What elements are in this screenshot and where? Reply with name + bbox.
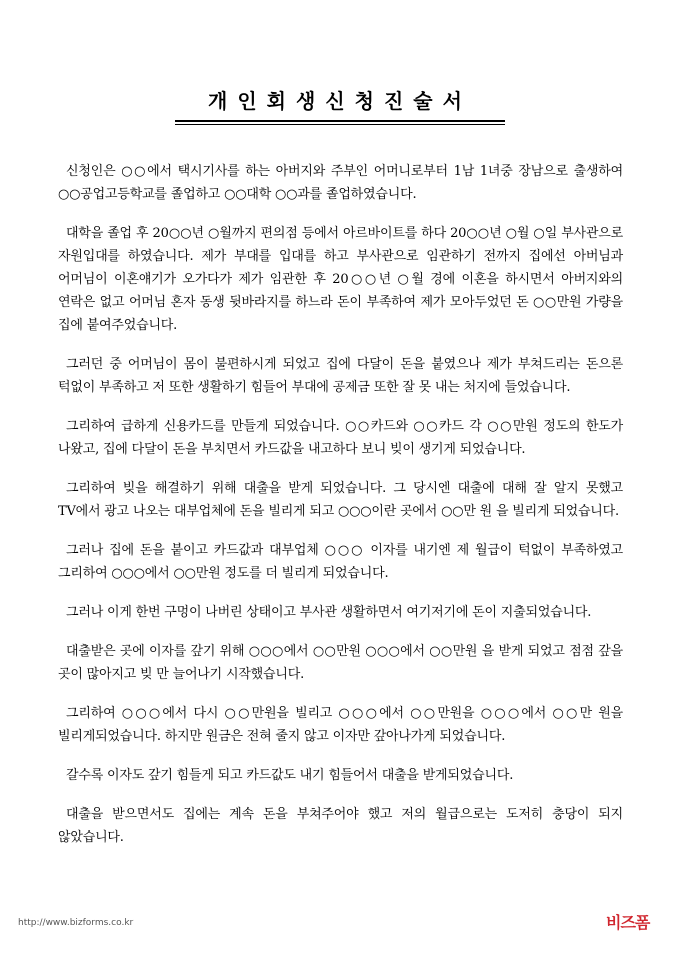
paragraph: 대출을 받으면서도 집에는 계속 돈을 부쳐주어야 했고 저의 월급으로는 도저히 충당이 되지 않았습니다. <box>58 807 623 845</box>
paragraph: 그러던 중 어머님이 몸이 불편하시게 되었고 집에 다달이 돈을 붙였으나 제가 부쳐드리는 돈으론 턱없이 부족하고 저 또한 생활하기 힘들어 부대에 공제금 또한 잘 못 내는 처지에 들었습니다. <box>58 357 623 395</box>
document-title: 개인회생신청진술서 <box>208 89 472 113</box>
paragraph: 그리하여 빚을 해결하기 위해 대출을 받게 되었습니다. 그 당시엔 대출에 대해 잘 알지 못했고 TV에서 광고 나오는 대부업체에 돈을 빌리게 되고 ○○○이란 곳에서 ○○만 원 을 빌리게 되었습니다. <box>58 481 623 519</box>
paragraph: 신청인은 ○○에서 택시기사를 하는 아버지와 주부인 어머니로부터 1남 1녀중 장남으로 출생하여 ○○공업고등학교를 졸업하고 ○○대학 ○○과를 졸업하였습니다. <box>58 164 623 202</box>
document-title-block <box>175 86 505 125</box>
footer-url[interactable]: http://www.bizforms.co.kr <box>18 918 134 928</box>
paragraph: 그리하여 급하게 신용카드를 만들게 되었습니다. ○○카드와 ○○카드 각 ○○만원 정도의 한도가 나왔고, 집에 다달이 돈을 부치면서 카드값을 내고하다 보니 빚이 생기게 되었습니다. <box>58 419 623 457</box>
title-underline <box>175 120 505 125</box>
paragraph: 그러나 이게 한번 구멍이 나버린 상태이고 부사관 생활하면서 여기저기에 돈이 지출되었습니다. <box>66 605 592 620</box>
bizforms-logo: 비즈폼 <box>606 913 650 932</box>
paragraph: 그러나 집에 돈을 붙이고 카드값과 대부업체 ○○○ 이자를 내기엔 제 월급이 턱없이 부족하였고 그리하여 ○○○에서 ○○만원 정도를 더 빌리게 되었습니다. <box>58 543 623 581</box>
paragraph: 대학을 졸업 후 20○○년 ○월까지 편의점 등에서 아르바이트를 하다 20○○년 ○월 ○일 부사관으로 자원입대를 하였습니다. 제가 부대를 입대를 하고 부사관으로 임관하기 전까지 집에선 아버님과 어머님이 이혼얘기가 오가다가 제가 임관한 후 20○○년 ○월 경에 이혼을 하시면서 아버지와의 연락은 없고 어머님 혼자 동생 뒷바라지를 하느라 돈이 부족하여 제가 모아두었던 돈 ○○만원 가량을 집에 붙여주었습니다. <box>58 226 623 333</box>
paragraph: 갈수록 이자도 갚기 힘들게 되고 카드값도 내기 힘들어서 대출을 받게되었습니다. <box>66 768 514 783</box>
document-body <box>58 160 623 849</box>
paragraph: 대출받은 곳에 이자를 갚기 위해 ○○○에서 ○○만원 ○○○에서 ○○만원 을 받게 되었고 점점 갚을 곳이 많아지고 빚 만 늘어나기 시작했습니다. <box>58 644 623 682</box>
paragraph: 그리하여 ○○○에서 다시 ○○만원을 빌리고 ○○○에서 ○○만원을 ○○○에서 ○○만 원을 빌리게되었습니다. 하지만 원금은 전혀 줄지 않고 이자만 갚아나가게 되었습니다. <box>58 706 623 744</box>
